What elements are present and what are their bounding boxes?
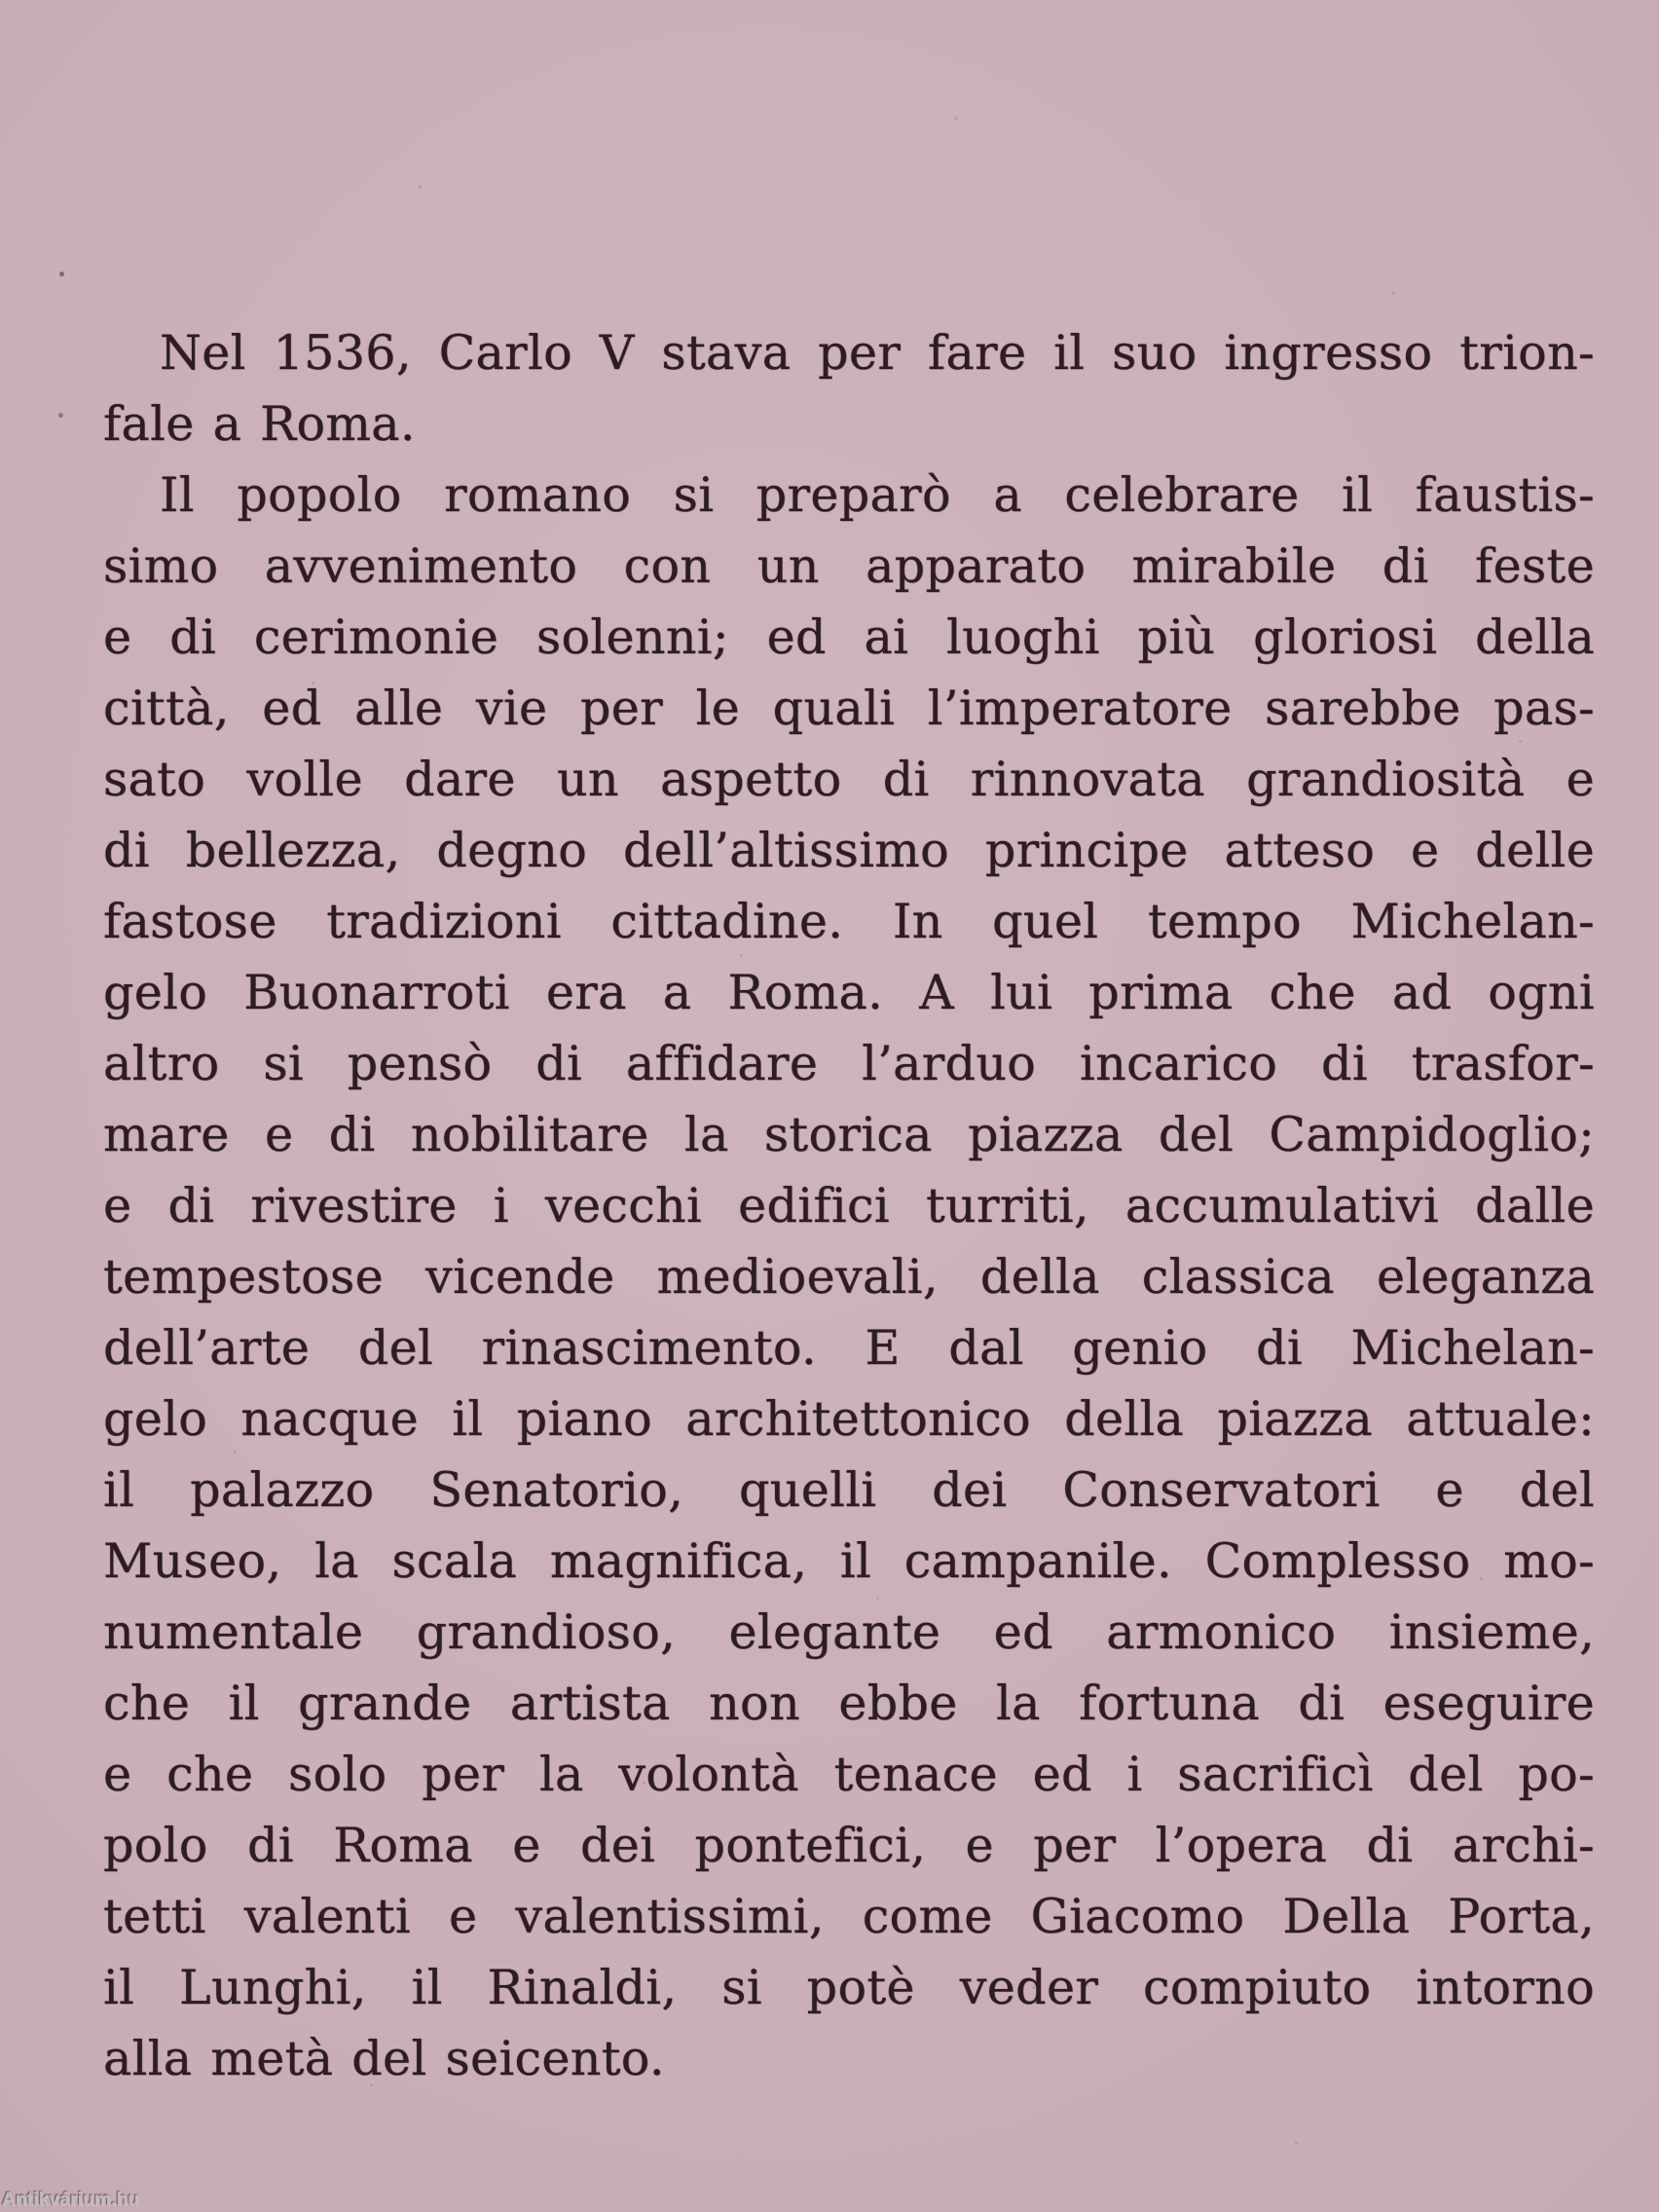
text-line: fale a Roma. <box>103 396 416 452</box>
text-line: il Lunghi, il Rinaldi, si potè veder compiuto intorno <box>103 1960 1595 2015</box>
text-line: gelo nacque il piano architettonico della piazza attuale: <box>103 1391 1595 1447</box>
text-line: sato volle dare un aspetto di rinnovata grandiosità e <box>103 752 1595 807</box>
text-line: fastose tradizioni cittadine. In quel tempo Michelan- <box>103 894 1595 949</box>
text-line: e di cerimonie solenni; ed ai luoghi più gloriosi della <box>103 609 1595 665</box>
text-line: Museo, la scala magnifica, il campanile. Complesso mo- <box>103 1533 1595 1589</box>
text-line: Il popolo romano si preparò a celebrare il faustis- <box>160 467 1595 523</box>
text-line: simo avvenimento con un apparato mirabile di feste <box>103 538 1595 594</box>
text-line: città, ed alle vie per le quali l’imperatore sarebbe pas- <box>103 681 1595 736</box>
watermark-antikvarium: Antikvárium.hu <box>2 2190 140 2210</box>
text-line: gelo Buonarroti era a Roma. A lui prima che ad ogni <box>103 965 1595 1020</box>
text-line: di bellezza, degno dell’altissimo principe atteso e delle <box>103 823 1595 878</box>
text-line: altro si pensò di affidare l’arduo incarico di trasfor- <box>103 1036 1595 1091</box>
text-block <box>103 317 1595 2094</box>
text-line: che il grande artista non ebbe la fortuna di eseguire <box>103 1676 1595 1731</box>
text-line: il palazzo Senatorio, quelli dei Conservatori e del <box>103 1462 1595 1518</box>
text-line: Nel 1536, Carlo V stava per fare il suo ingresso trion- <box>160 325 1595 381</box>
text-line: mare e di nobilitare la storica piazza del Campidoglio; <box>103 1107 1595 1162</box>
paragraph <box>103 317 1595 460</box>
text-line: tetti valenti e valentissimi, come Giacomo Della Porta, <box>103 1889 1595 1944</box>
text-line: numentale grandioso, elegante ed armonico insieme, <box>103 1604 1595 1660</box>
text-line: e di rivestire i vecchi edifici turriti, accumulativi dalle <box>103 1178 1595 1234</box>
text-line: alla metà del seicento. <box>103 2031 665 2086</box>
text-line: dell’arte del rinascimento. E dal genio di Michelan- <box>103 1320 1595 1376</box>
text-line: polo di Roma e dei pontefici, e per l’opera di archi- <box>103 1818 1595 1873</box>
text-line: tempestose vicende medioevali, della classica eleganza <box>103 1249 1595 1305</box>
text-line: e che solo per la volontà tenace ed i sacrificì del po- <box>103 1747 1595 1802</box>
paragraph <box>103 460 1595 2094</box>
